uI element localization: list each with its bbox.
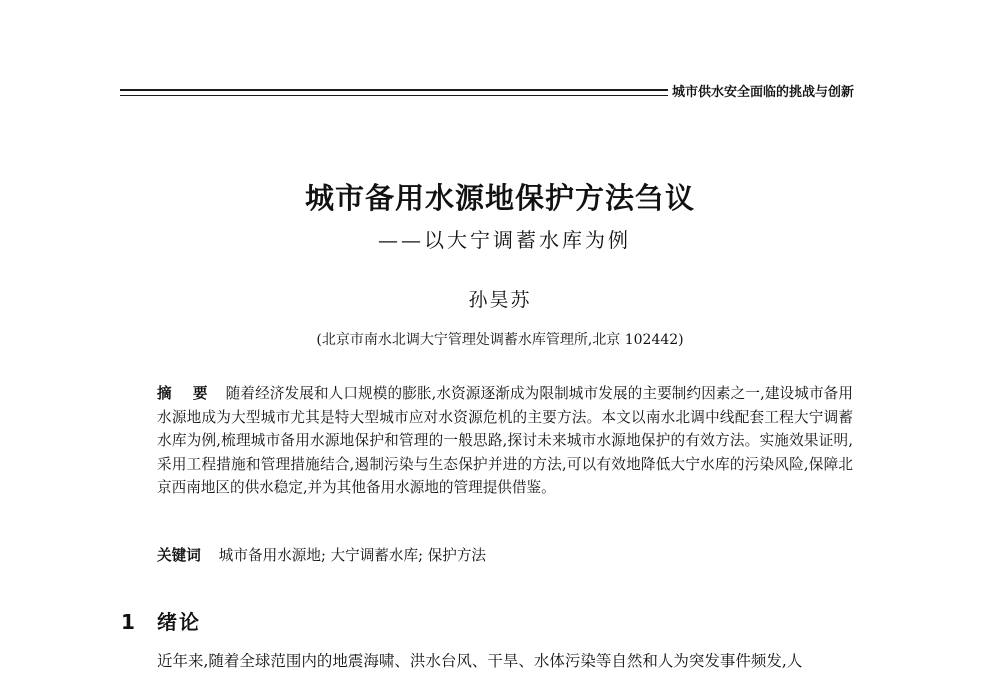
article-subtitle: ——以大宁调蓄水库为例 [378, 228, 631, 252]
section-number: 1 [121, 610, 135, 634]
article-title: 城市备用水源地保护方法刍议 [304, 181, 695, 215]
header-rule [120, 89, 668, 91]
header-rule-thin [120, 95, 668, 96]
running-header-title: 城市供水安全面临的挑战与创新 [672, 85, 855, 100]
section-title: 绪论 [157, 610, 201, 634]
author-name: 孙昊苏 [468, 289, 532, 311]
abstract-text: 随着经济发展和人口规模的膨胀,水资源逐渐成为限制城市发展的主要制约因素之一,建设城市备用水源地成为大型城市尤其是特大型城市应对水资源危机的主要方法。本文以南水北调中线配套工程大宁调蓄水库为例,梳理城市备用水源地保护和管理的一般思路,探讨未来城市水源地保护的有效方法。实施效果证明,采用工程措施和管理措施结合,遏制污染与生态保护并进的方法,可以有效地降低大宁水库的污染风险,保障北京西南地区的供水稳定,并为其他备用水源地的管理提供借鉴。 [157, 385, 853, 497]
abstract-label: 摘 要 [157, 385, 216, 402]
abstract [157, 382, 853, 500]
keywords-label: 关键词 [157, 547, 201, 564]
keywords-text: 城市备用水源地; 大宁调蓄水库; 保护方法 [218, 547, 487, 564]
keywords [157, 545, 853, 567]
body-paragraph: 近年来,随着全球范围内的地震海啸、洪水台风、干旱、水体污染等自然和人为突发事件频发,人 [157, 652, 803, 670]
author-affiliation: (北京市南水北调大宁管理处调蓄水库管理所,北京 102442) [316, 332, 684, 348]
